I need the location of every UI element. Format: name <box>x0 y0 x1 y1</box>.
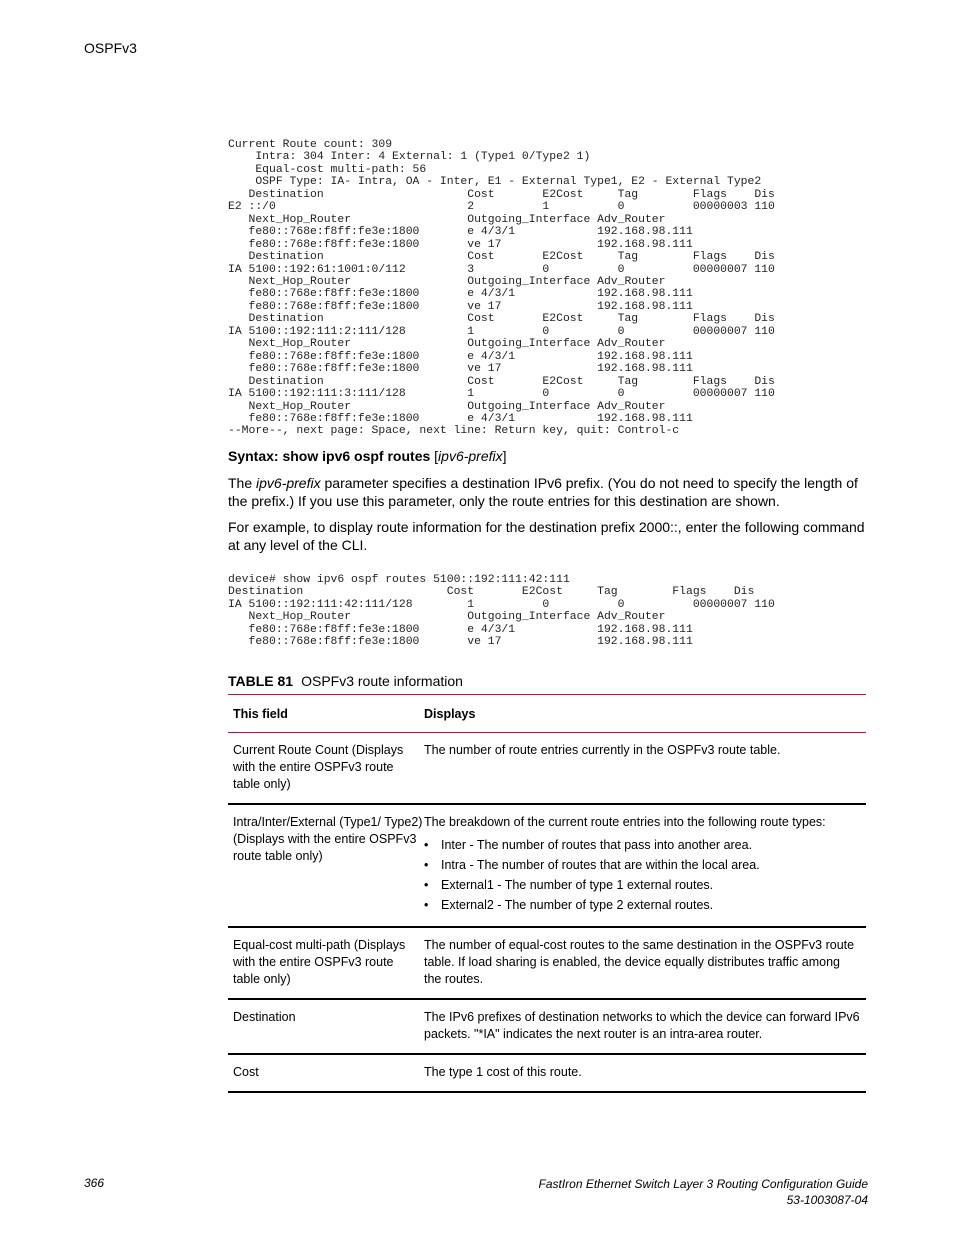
syntax-param: ipv6-prefix <box>438 448 503 464</box>
table-row <box>228 733 866 805</box>
paragraph-example: For example, to display route information for the destination prefix 2000::, enter the following command at any level of the CLI. <box>228 519 865 553</box>
list-item <box>424 837 860 854</box>
column-header-field: This field <box>233 706 288 721</box>
row-description: The number of route entries currently in the OSPFv3 route table. <box>424 743 781 757</box>
row-field: Destination <box>233 1010 296 1024</box>
list-item-text: External2 - The number of type 2 external routes. <box>441 898 714 912</box>
syntax-close-bracket: ] <box>502 448 507 464</box>
table-row <box>228 1055 866 1093</box>
row-description-text: The breakdown of the current route entries into the following route types: <box>424 815 826 829</box>
para-text: The <box>228 475 257 491</box>
table-row <box>228 928 866 1000</box>
table-row <box>228 805 866 928</box>
route-info-table <box>228 694 866 1093</box>
row-field: Cost <box>233 1065 259 1079</box>
code-block-example-output: device# show ipv6 ospf routes 5100::192:111:42:111 Destination Cost E2Cost Tag Flags Dis IA 5100::192:111:42:111/128 1 0 0 00000007 110 Next_Hop_Router Outgoing_Interface Adv_Router fe80::768e:f8ff:fe3e:1800 e 4/3/1 192.168.98.111 fe80::768e:f8ff:fe3e:1800 ve 17 192.168.98.111 <box>228 574 775 649</box>
list-item-text: External1 - The number of type 1 external routes. <box>441 878 714 892</box>
table-title: OSPFv3 route information <box>301 673 463 689</box>
row-description: The number of equal-cost routes to the same destination in the OSPFv3 route table. If load sharing is enabled, the device equally distributes traffic among the routes. <box>424 938 855 986</box>
table-caption <box>228 673 463 689</box>
syntax-open-bracket: [ <box>430 448 439 464</box>
syntax-command: Syntax: show ipv6 ospf routes <box>228 448 431 464</box>
page-number: 366 <box>84 1176 105 1190</box>
paragraph-prefix-description <box>228 474 868 510</box>
column-header-displays: Displays <box>424 706 476 721</box>
footer-doc-info <box>538 1176 868 1208</box>
list-item <box>424 877 860 894</box>
para-param: ipv6-prefix <box>256 475 321 491</box>
footer-doc-id: 53-1003087-04 <box>786 1193 868 1207</box>
row-description <box>424 805 866 926</box>
list-item-text: Intra - The number of routes that are within the local area. <box>441 858 760 872</box>
row-field: Current Route Count (Displays with the entire OSPFv3 route table only) <box>233 743 404 791</box>
bullet-icon: • <box>424 838 429 852</box>
bullet-icon: • <box>424 898 429 912</box>
footer-guide-title: FastIron Ethernet Switch Layer 3 Routing Configuration Guide <box>538 1177 868 1191</box>
bullet-icon: • <box>424 878 429 892</box>
row-description: The type 1 cost of this route. <box>424 1065 582 1079</box>
code-block-route-output: Current Route count: 309 Intra: 304 Inter: 4 External: 1 (Type1 0/Type2 1) Equal-cost multi-path: 56 OSPF Type: IA- Intra, OA - Inter, E1 - External Type1, E2 - External Type2 Destination Cost E2Cost Tag Flags Dis E2 ::/0 2 1 0 00000003 110 Next_Hop_Router Outgoing_Interface Adv_Router fe80::768e:f8ff:fe3e:1800 e 4/3/1 192.168.98.111 fe80::768e:f8ff:fe3e:1800 ve 17 192.168.98.111 Destination Cost E2Cost Tag Flags Dis IA 5100::192:61:1001:0/112 3 0 0 00000007 110 Next_Hop_Router Outgoing_Interface Adv_Router fe80::768e:f8ff:fe3e:1800 e 4/3/1 192.168.98.111 fe80::768e:f8ff:fe3e:1800 ve 17 192.168.98.111 Destination Cost E2Cost Tag Flags Dis IA 5100::192:111:2:111/128 1 0 0 00000007 110 Next_Hop_Router Outgoing_Interface Adv_Router fe80::768e:f8ff:fe3e:1800 e 4/3/1 192.168.98.111 fe80::768e:f8ff:fe3e:1800 ve 17 192.168.98.111 Destination Cost E2Cost Tag Flags Dis IA 5100::192:111:3:111/128 1 0 0 00000007 110 Next_Hop_Router Outgoing_Interface Adv_Router fe80::768e:f8ff:fe3e:1800 e 4/3/1 192.168.98.111 --More--, next page: Space, next line: Return key, quit: Control-c <box>228 139 775 438</box>
table-number: TABLE 81 <box>228 673 294 689</box>
table-header <box>228 694 866 733</box>
row-description: The IPv6 prefixes of destination networks to which the device can forward IPv6 packets. "*IA" indicates the next router is an intra-area router. <box>424 1010 860 1041</box>
route-type-list <box>424 837 860 914</box>
bullet-icon: • <box>424 858 429 872</box>
list-item <box>424 857 860 874</box>
syntax-line <box>228 448 507 464</box>
row-field: Equal-cost multi-path (Displays with the entire OSPFv3 route table only) <box>233 938 406 986</box>
para-text: parameter specifies a destination IPv6 prefix. (You do not need to specify the length of the prefix.) If you use this parameter, only the route entries for this destination are shown. <box>228 475 858 509</box>
list-item <box>424 897 860 914</box>
list-item-text: Inter - The number of routes that pass into another area. <box>441 838 753 852</box>
section-header: OSPFv3 <box>84 40 137 56</box>
table-row <box>228 1000 866 1055</box>
row-field: Intra/Inter/External (Type1/ Type2) (Displays with the entire OSPFv3 route table only) <box>233 815 423 863</box>
